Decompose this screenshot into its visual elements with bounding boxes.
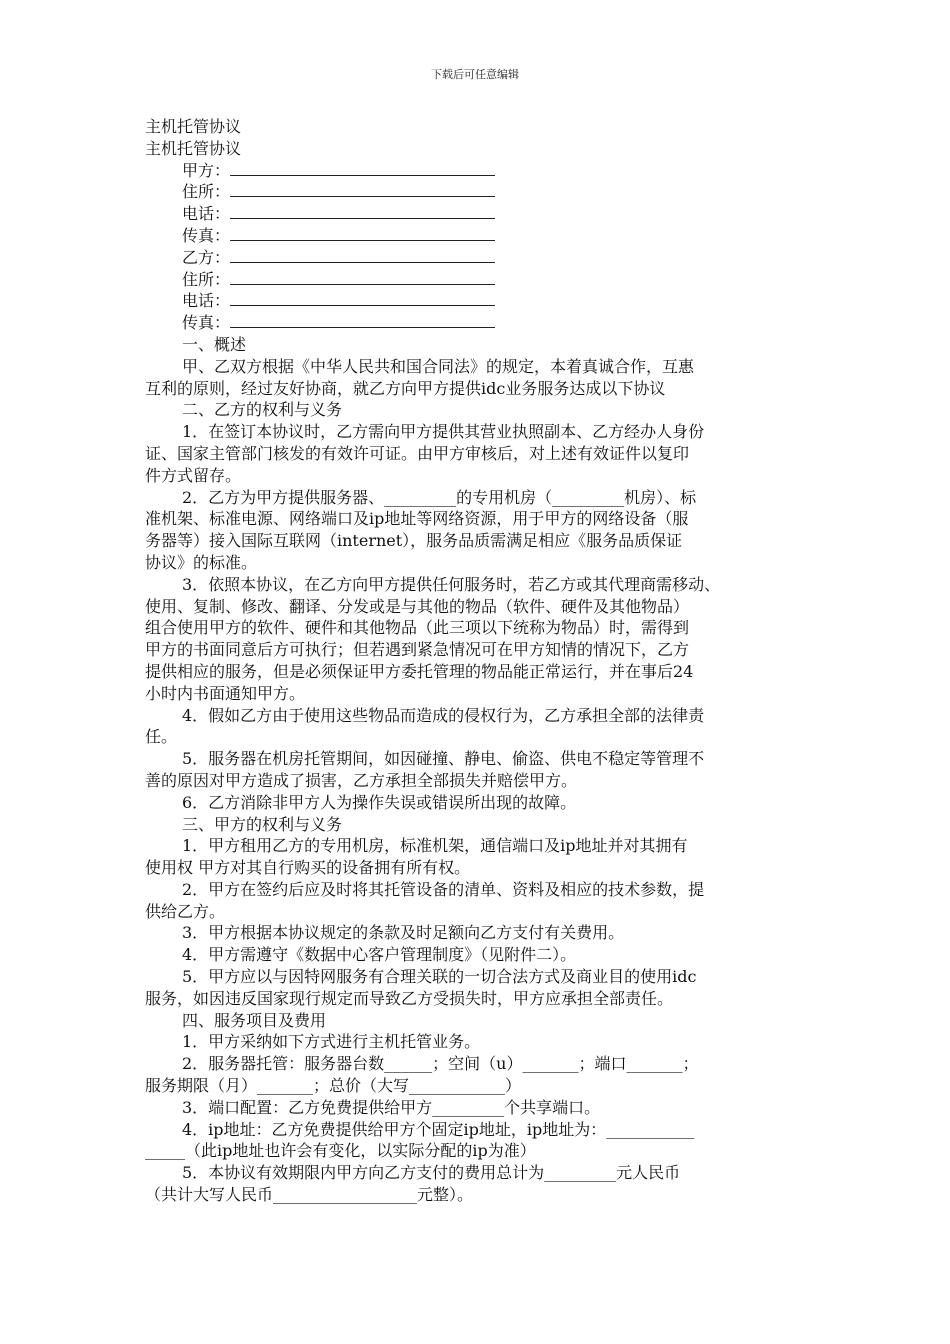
text-line: 2．乙方为甲方提供服务器、_________的专用机房（_________机房）、标 bbox=[182, 487, 697, 507]
text-line: 6．乙方消除非甲方人为操作失误或错误所出现的故障。 bbox=[182, 792, 577, 812]
party-field bbox=[145, 269, 810, 291]
field-label: 甲方： bbox=[182, 160, 231, 180]
party-field bbox=[145, 181, 810, 203]
agreement-text bbox=[145, 334, 810, 1206]
text-line: _____（此ip地址也许会有变化，以实际分配的ip为准） bbox=[145, 1141, 536, 1161]
text-line: 件方式留存。 bbox=[145, 465, 242, 485]
fill-in-blank bbox=[230, 182, 495, 197]
text-line: 4．甲方需遵守《数据中心客户管理制度》（见附件二）。 bbox=[182, 945, 577, 965]
text-line: 5．本协议有效期限内甲方向乙方支付的费用总计为_________元人民币 bbox=[182, 1163, 681, 1183]
text-line: 3．端口配置：乙方免费提供给甲方_________个共享端口。 bbox=[182, 1097, 601, 1117]
text-line: 1．甲方租用乙方的专用机房，标准机架，通信端口及ip地址并对其拥有 bbox=[182, 836, 688, 856]
text-line: 服务，如因违反国家现行规定而导致乙方受损失时，甲方应承担全部责任。 bbox=[145, 988, 674, 1008]
fill-in-blank bbox=[230, 270, 495, 285]
text-line: 任。 bbox=[145, 727, 178, 747]
text-line: 5．甲方应以与因特网服务有合理关联的一切合法方式及商业目的使用idc bbox=[182, 967, 697, 987]
text-line: 4．ip地址：乙方免费提供给甲方个固定ip地址，ip地址为：___________ bbox=[182, 1119, 695, 1139]
text-line: 3．甲方根据本协议规定的条款及时足额向乙方支付有关费用。 bbox=[182, 923, 625, 943]
field-label: 住所： bbox=[182, 182, 231, 202]
text-line: 一、概述 bbox=[182, 334, 247, 354]
party-field bbox=[145, 225, 810, 247]
text-line: 组合使用甲方的软件、硬件和其他物品（此三项以下统称为物品）时，需得到 bbox=[145, 618, 690, 638]
party-field bbox=[145, 247, 810, 269]
text-line: 协议》的标准。 bbox=[145, 552, 258, 572]
text-line: 2．甲方在签约后应及时将其托管设备的清单、资料及相应的技术参数，提 bbox=[182, 879, 705, 899]
fill-in-blank bbox=[230, 313, 495, 328]
party-field bbox=[145, 203, 810, 225]
field-label: 传真： bbox=[182, 225, 231, 245]
text-line: 使用、复制、修改、翻译、分发或是与其他的物品（软件、硬件及其他物品） bbox=[145, 596, 690, 616]
text-line: 使用权 甲方对其自行购买的设备拥有所有权。 bbox=[145, 858, 471, 878]
text-line: 提供相应的服务，但是必须保证甲方委托管理的物品能正常运行，并在事后24 bbox=[145, 661, 694, 681]
text-line: 四、服务项目及费用 bbox=[182, 1010, 327, 1030]
fill-in-blank bbox=[230, 161, 495, 176]
text-line: 小时内书面通知甲方。 bbox=[145, 683, 306, 703]
fill-in-blank bbox=[230, 291, 495, 306]
field-label: 电话： bbox=[182, 204, 231, 224]
party-field bbox=[145, 160, 810, 182]
text-line: （共计大写人民币__________________元整）。 bbox=[145, 1185, 474, 1205]
text-line: 甲、乙双方根据《中华人民共和国合同法》的规定，本着真诚合作，互惠 bbox=[182, 356, 695, 376]
text-line: 甲方的书面同意后方可执行；但若遇到紧急情况可在甲方知情的情况下，乙方 bbox=[145, 640, 690, 660]
document-body bbox=[145, 116, 810, 1206]
text-line: 3．依照本协议，在乙方向甲方提供任何服务时，若乙方或其代理商需移动、 bbox=[182, 574, 721, 594]
text-line: 善的原因对甲方造成了损害，乙方承担全部损失并赔偿甲方。 bbox=[145, 770, 578, 790]
text-line: 1．在签订本协议时，乙方需向甲方提供其营业执照副本、乙方经办人身份 bbox=[182, 422, 705, 442]
text-line: 证、国家主管部门核发的有效许可证。由甲方审核后，对上述有效证件以复印 bbox=[145, 443, 690, 463]
party-fields bbox=[145, 160, 810, 334]
field-label: 乙方： bbox=[182, 247, 231, 267]
text-line: 二、乙方的权利与义务 bbox=[182, 400, 343, 420]
document-title: 主机托管协议 bbox=[145, 117, 242, 136]
field-label: 电话： bbox=[182, 291, 231, 311]
fill-in-blank bbox=[230, 248, 495, 263]
party-field bbox=[145, 312, 810, 334]
page-header: 下载后可任意编辑 bbox=[431, 68, 519, 81]
fill-in-blank bbox=[230, 226, 495, 241]
text-line: 服务期限（月）_______；总价（大写____________） bbox=[145, 1076, 522, 1096]
text-line: 务器等）接入国际互联网（internet），服务品质需满足相应《服务品质保证 bbox=[145, 531, 683, 551]
text-line: 准机架、标准电源、网络端口及ip地址等网络资源，用于甲方的网络设备（服 bbox=[145, 509, 689, 529]
field-label: 传真： bbox=[182, 313, 231, 333]
text-line: 1．甲方采纳如下方式进行主机托管业务。 bbox=[182, 1032, 481, 1052]
party-field bbox=[145, 290, 810, 312]
text-line: 三、甲方的权利与义务 bbox=[182, 814, 343, 834]
fill-in-blank bbox=[230, 204, 495, 219]
field-label: 住所： bbox=[182, 269, 231, 289]
text-line: 4．假如乙方由于使用这些物品而造成的侵权行为，乙方承担全部的法律责 bbox=[182, 705, 705, 725]
text-line: 互利的原则，经过友好协商，就乙方向甲方提供idc业务服务达成以下协议 bbox=[145, 378, 666, 398]
text-line: 2．服务器托管：服务器台数______；空间（u）_______；端口_______； bbox=[182, 1054, 699, 1074]
text-line: 供给乙方。 bbox=[145, 901, 226, 921]
document-subtitle: 主机托管协议 bbox=[145, 138, 242, 158]
text-line: 5．服务器在机房托管期间，如因碰撞、静电、偷盗、供电不稳定等管理不 bbox=[182, 749, 705, 769]
